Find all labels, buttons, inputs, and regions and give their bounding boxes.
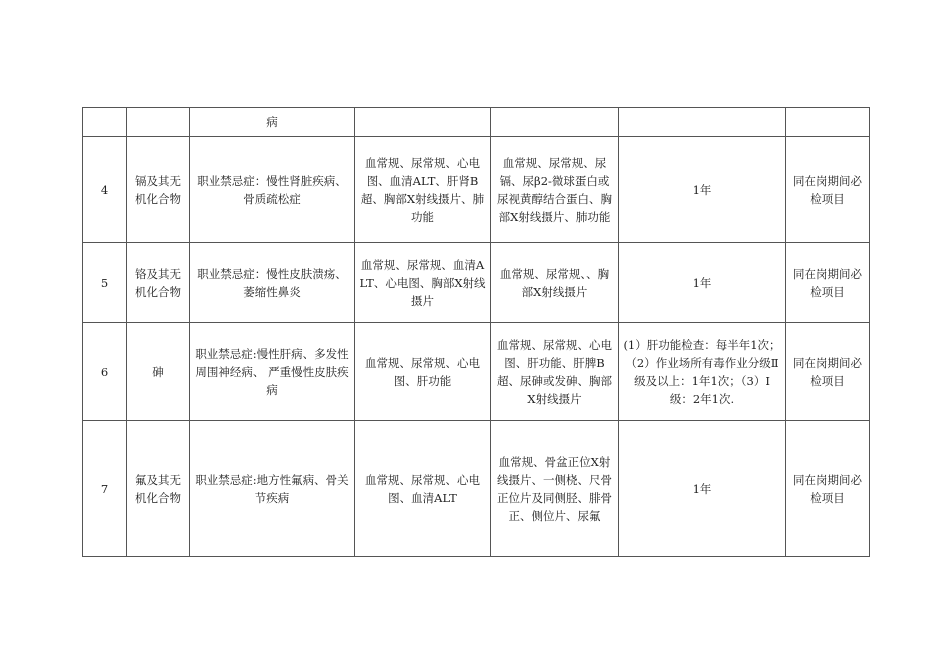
table-row-continuation xyxy=(83,108,870,137)
cell-note: 同在岗期间必检项目 xyxy=(786,421,870,557)
cell-no: 5 xyxy=(83,243,127,323)
cell-routine: 血常规、尿常规、血清ALT、心电图、胸部X射线摄片 xyxy=(355,243,491,323)
cell-note: 同在岗期间必检项目 xyxy=(786,323,870,421)
health-exam-table xyxy=(82,107,870,557)
cell-cycle: (1）肝功能检查：每半年1次；（2）作业场所有毒作业分级Ⅱ级及以上：1年1次；（3）Ⅰ级：2年1次. xyxy=(619,323,786,421)
cell-contraindication: 病 xyxy=(190,108,355,137)
cell-routine xyxy=(355,108,491,137)
cell-contraindication: 职业禁忌症：慢性皮肤溃疡、萎缩性鼻炎 xyxy=(190,243,355,323)
cell-note: 同在岗期间必检项目 xyxy=(786,243,870,323)
table-row xyxy=(83,243,870,323)
cell-extra: 血常规、骨盆正位X射线摄片、一侧桡、尺骨正位片及同侧胫、腓骨正、侧位片、尿氟 xyxy=(491,421,619,557)
cell-substance xyxy=(127,108,190,137)
table-row xyxy=(83,421,870,557)
cell-extra: 血常规、尿常规、心电图、肝功能、肝脾B超、尿砷或发砷、胸部X射线摄片 xyxy=(491,323,619,421)
cell-contraindication: 职业禁忌症:地方性氟病、骨关节疾病 xyxy=(190,421,355,557)
cell-no xyxy=(83,108,127,137)
cell-note: 同在岗期间必检项目 xyxy=(786,137,870,243)
cell-routine: 血常规、尿常规、心电图、肝功能 xyxy=(355,323,491,421)
cell-no: 6 xyxy=(83,323,127,421)
cell-routine: 血常规、尿常规、心电图、血清ALT xyxy=(355,421,491,557)
cell-substance: 铬及其无机化合物 xyxy=(127,243,190,323)
cell-substance: 镉及其无机化合物 xyxy=(127,137,190,243)
cell-routine: 血常规、尿常规、心电图、血清ALT、肝肾B超、胸部X射线摄片、肺功能 xyxy=(355,137,491,243)
cell-cycle: 1年 xyxy=(619,137,786,243)
cell-contraindication: 职业禁忌症：慢性肾脏疾病、骨质疏松症 xyxy=(190,137,355,243)
cell-contraindication: 职业禁忌症:慢性肝病、多发性周围神经病、 严重慢性皮肤疾病 xyxy=(190,323,355,421)
cell-cycle xyxy=(619,108,786,137)
cell-substance: 氟及其无机化合物 xyxy=(127,421,190,557)
cell-extra: 血常规、尿常规、、胸部X射线摄片 xyxy=(491,243,619,323)
cell-note xyxy=(786,108,870,137)
cell-substance: 砷 xyxy=(127,323,190,421)
cell-extra: 血常规、尿常规、尿镉、尿β2-微球蛋白或尿视黄醇结合蛋白、胸部X射线摄片、肺功能 xyxy=(491,137,619,243)
table-row xyxy=(83,137,870,243)
cell-no: 7 xyxy=(83,421,127,557)
cell-no: 4 xyxy=(83,137,127,243)
cell-cycle: 1年 xyxy=(619,243,786,323)
table-row xyxy=(83,323,870,421)
cell-extra xyxy=(491,108,619,137)
cell-cycle: 1年 xyxy=(619,421,786,557)
